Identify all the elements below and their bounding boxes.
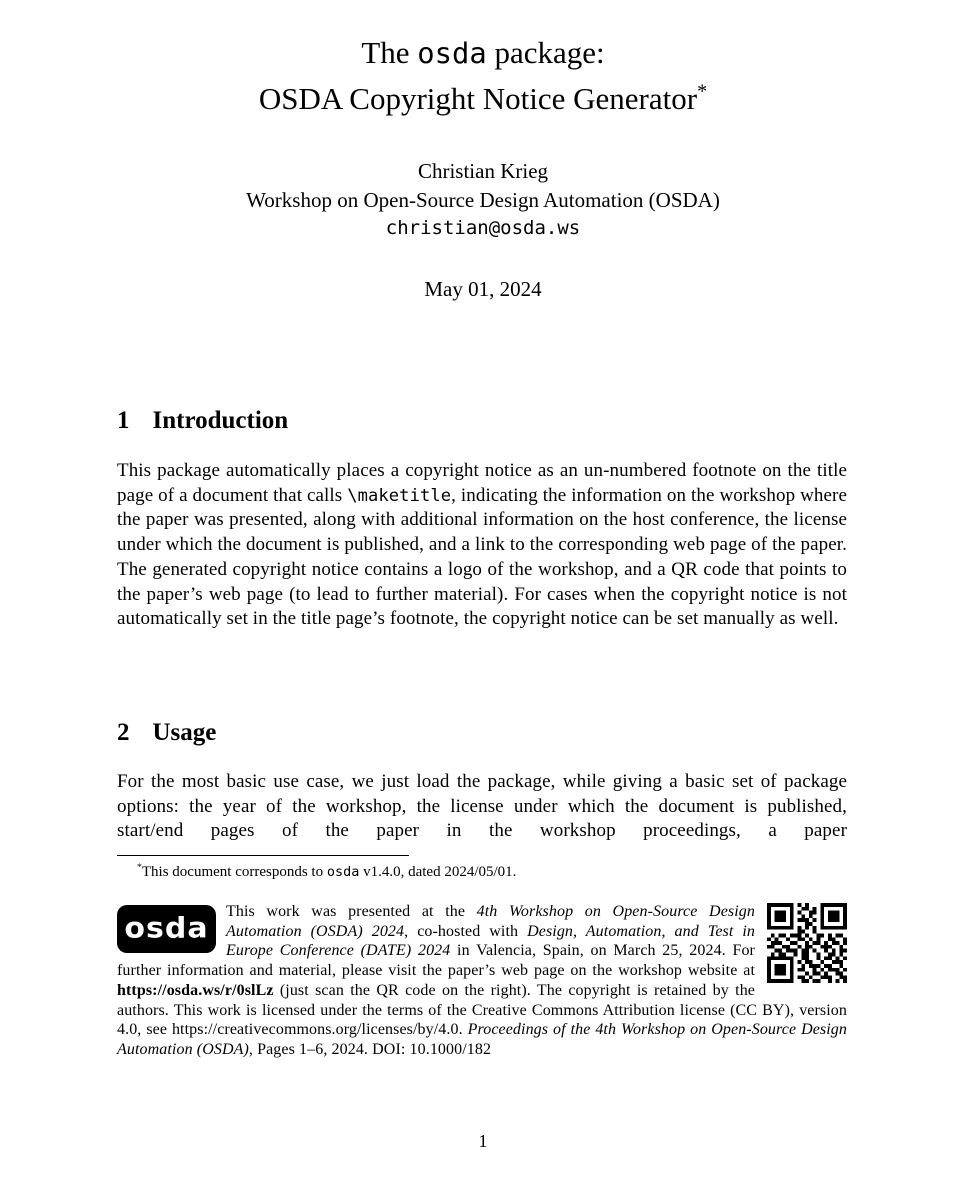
usage-paragraph: For the most basic use case, we just load the package, while giving a basic set of package options: the year of the workshop, the license under which the document is published, start/end pages of the paper in the workshop proceedings, a paper (117, 771, 847, 842)
section-title: Usage (152, 719, 217, 746)
section-number: 1 (117, 407, 130, 434)
section-number: 2 (117, 719, 130, 746)
title-line-2: OSDA Copyright Notice Generator* (258, 80, 708, 116)
section-heading-usage (117, 719, 847, 747)
section-title: Introduction (152, 407, 289, 434)
introduction-paragraph: This package automatically places a copyright notice as an un-numbered footnote on the title page of a document that calls \maketitle, indicating the information on the workshop where the paper was presented, along with additional information on the host conference, the license under which the document is published, and a link to the corresponding web page of the paper. The generated copyright notice contains a logo of the workshop, and a QR code that points to the paper’s web page (to lead to further material). For cases when the copyright notice is not automatically set in the title page’s footnote, the copyright notice can be set manually as well. (117, 460, 848, 630)
document-title (0, 30, 966, 122)
author-affiliation: Workshop on Open-Source Design Automation (OSDA) (246, 187, 720, 212)
document-date: May 01, 2024 (424, 277, 542, 301)
author-name: Christian Krieg (417, 159, 549, 183)
osda-logo-text: osda (124, 911, 209, 946)
footnote-doc-version: *This document corresponds to osda v1.4.0, dated 2024/05/01. (137, 862, 517, 880)
page-number: 1 (478, 1131, 488, 1151)
author-email: christian@osda.ws (385, 217, 581, 239)
qr-code-icon (767, 903, 847, 983)
osda-logo (117, 905, 216, 953)
copyright-text: This work was presented at the 4th Workshop on Open-Source Design Automation (OSDA) 2024, co-hosted with Design, Automation, and Test in Europe Conference (DATE) 2024 in Valencia, Spain, on March 25, 2024. For further information and material, please visit the paper’s web page on the workshop website at https://osda.ws/r/0slLz (just scan the QR code on the right). The copyright is retained by the authors. This work is licensed under the terms of the Creative Commons Attribution license (CC BY), version 4.0, see https://creativecommons.org/licenses/by/4.0. Proceedings of the 4th Workshop on Open-Source Design Automation (OSDA), Pages 1–6, 2024. DOI: 10.1000/182 (117, 903, 848, 1058)
title-line-1: The osda package: (361, 35, 605, 70)
section-heading-introduction (117, 407, 847, 435)
author-block (0, 157, 966, 243)
footnote-rule (117, 855, 409, 856)
copyright-notice (117, 902, 847, 1060)
